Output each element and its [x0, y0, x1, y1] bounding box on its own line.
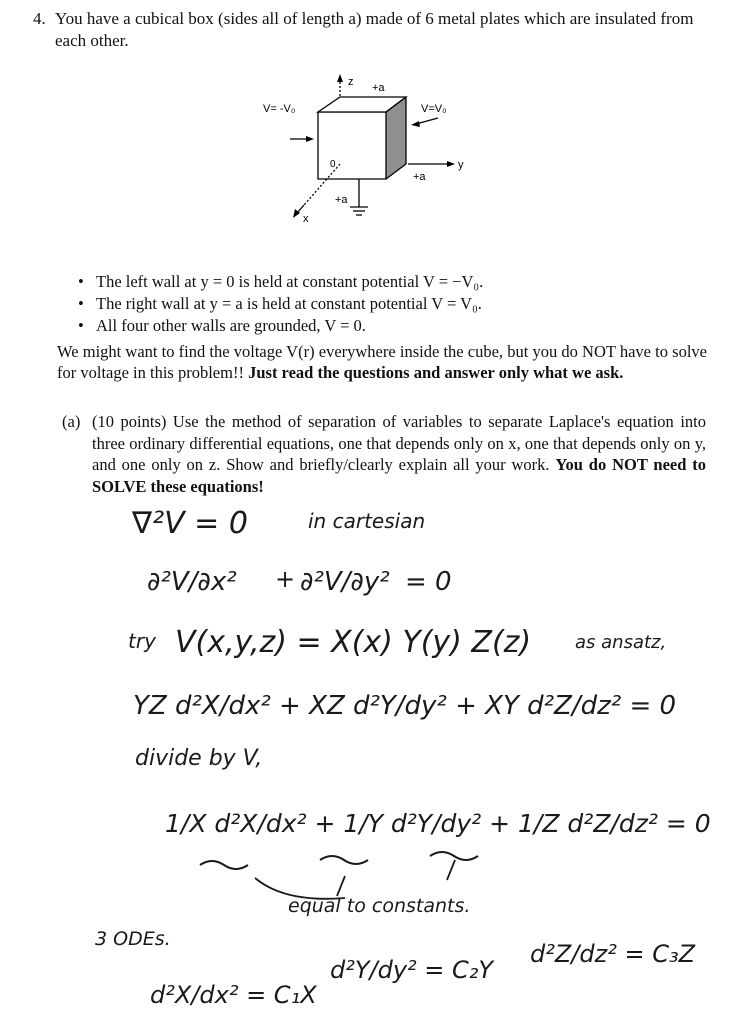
hw-three-odes: 3 ODEs. — [95, 928, 171, 950]
origin-label: 0 — [330, 159, 336, 170]
problem-number: 4. — [33, 9, 46, 28]
intro-normal: We might want to find the voltage V(r) everywhere inside the cube, but you do NOT have to solve for voltage in this problem!! — [57, 342, 707, 382]
problem-prompt: You have a cubical box (sides all of length a) made of 6 metal plates which are insulated from each other. — [55, 9, 694, 50]
hw-in-cartesian: in cartesian — [308, 509, 426, 533]
hw-divide: divide by V, — [135, 746, 263, 771]
hw-ode-x: d²X/dx² = C₁X — [150, 981, 317, 1009]
right-a-label: +a — [413, 171, 426, 183]
top-a-label: +a — [372, 82, 385, 94]
hw-term1: ∂²V/∂x² — [147, 567, 237, 597]
hw-underline-z — [430, 852, 478, 860]
bullet-left-wall: • The left wall at y = 0 is held at constant potential V = −V₀. — [78, 271, 483, 293]
bottom-a-label: +a — [335, 194, 348, 206]
hw-ansatz: V(x,y,z) = X(x) Y(y) Z(z) — [175, 625, 532, 660]
hw-term2: ∂²V/∂y² — [300, 567, 390, 597]
hw-connector-mid — [337, 876, 345, 896]
x-axis-label: x — [303, 213, 309, 225]
hw-connector-right — [447, 860, 455, 880]
hw-divided: 1/X d²X/dx² + 1/Y d²Y/dy² + 1/Z d²Z/dz² = 0 — [165, 809, 711, 838]
hw-equals-zero-1: = 0 — [405, 567, 452, 597]
intro-bold: Just read the questions and answer only what we ask. — [248, 363, 624, 382]
y-axis-label: y — [458, 159, 464, 171]
hw-plus-1: + — [275, 565, 296, 593]
part-a-text: (10 points) Use the method of separation of variables to separate Laplace's equation into three ordinary differential equations, one that depends only on x, one that depends only on y, and one only on z. Show and briefly/clearly explain all your work. — [92, 412, 706, 474]
right-potential-label: V=V₀ — [421, 103, 447, 115]
z-axis-label: z — [348, 76, 354, 88]
left-potential-label: V= -V₀ — [263, 103, 296, 115]
hw-substituted: YZ d²X/dx² + XZ d²Y/dy² + XY d²Z/dz² = 0 — [133, 691, 677, 721]
hw-ode-z: d²Z/dz² = C₃Z — [530, 940, 696, 968]
hw-equal-constants: equal to constants. — [288, 895, 471, 917]
bullet-right-wall: • The right wall at y = a is held at constant potential V = V₀. — [78, 293, 483, 315]
hw-laplace: ∇²V = 0 — [132, 506, 248, 541]
part-a-bold: You do NOT need to SOLVE these equations! — [92, 455, 706, 496]
hw-try: try — [128, 629, 156, 653]
hw-as-ansatz: as ansatz, — [575, 632, 667, 653]
bullet-other-walls: • All four other walls are grounded, V = 0. — [78, 315, 483, 337]
hw-ode-y: d²Y/dy² = C₂Y — [330, 956, 494, 984]
hw-underline-y — [320, 856, 368, 864]
part-a-label: (a) — [62, 412, 81, 431]
hw-underline-x — [200, 861, 248, 869]
